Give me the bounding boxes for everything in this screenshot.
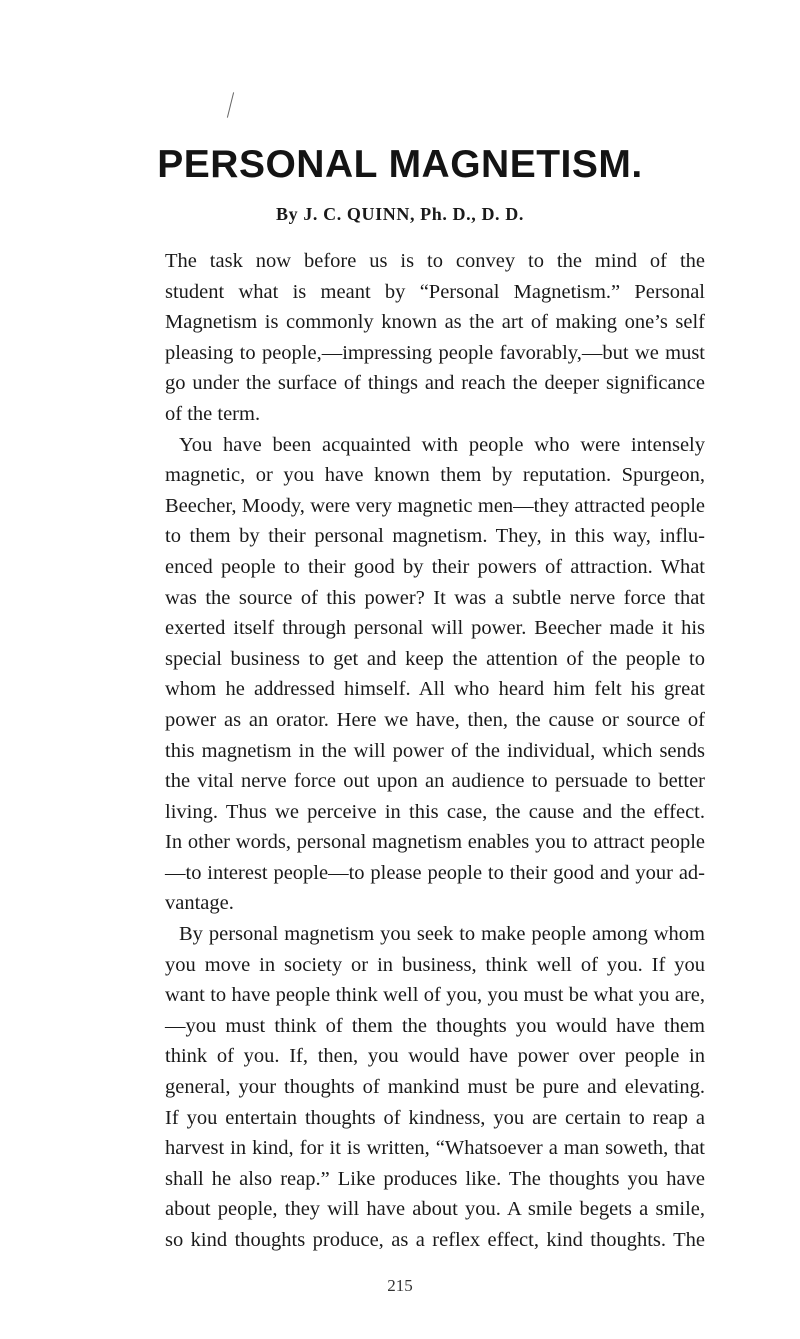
text-line: whom he addressed himself. All who heard him felt his great (165, 678, 705, 701)
text-line: so kind thoughts produce, as a reflex effect, kind thoughts. The (165, 1229, 705, 1251)
text-line: think of you. If, then, you would have power over people in (165, 1045, 705, 1068)
author-byline: By J. C. QUINN, Ph. D., D. D. (276, 204, 524, 224)
text-line: exerted itself through personal will power. Beecher made it his (165, 617, 705, 640)
text-line: want to have people think well of you, you must be what you are, (165, 984, 705, 1007)
text-line: student what is meant by “Personal Magnetism.” Personal (165, 280, 705, 303)
text-line: you move in society or in business, think well of you. If you (165, 953, 705, 976)
text-line: The task now before us is to convey to the mind of the (165, 250, 705, 272)
text-line: enced people to their good by their powers of attraction. What (165, 555, 705, 578)
text-line: harvest in kind, for it is written, “Whatsoever a man soweth, that (165, 1137, 705, 1160)
page-number: 215 (387, 1276, 413, 1295)
text-line: Magnetism is commonly known as the art of making one’s self (165, 311, 705, 334)
text-line: special business to get and keep the attention of the people to (165, 647, 705, 670)
article-body (165, 246, 705, 1256)
text-line: this magnetism in the will power of the individual, which sends (165, 739, 705, 762)
text-line: power as an orator. Here we have, then, the cause or source of (165, 708, 705, 731)
stray-pencil-mark (227, 92, 234, 117)
text-line: the vital nerve force out upon an audience to persuade to better (165, 770, 705, 793)
page-title: PERSONAL MAGNETISM. (157, 143, 643, 186)
text-line: pleasing to people,—impressing people favorably,—but we must (165, 341, 705, 364)
text-line: You have been acquainted with people who were intensely (179, 433, 705, 456)
text-line: to them by their personal magnetism. They, in this way, influ- (165, 525, 705, 548)
text-line: magnetic, or you have known them by reputation. Spurgeon, (165, 464, 705, 487)
text-line: vantage. (165, 892, 234, 915)
text-line: By personal magnetism you seek to make people among whom (179, 923, 705, 946)
text-line: of the term. (165, 402, 261, 425)
text-line: shall he also reap.” Like produces like. The thoughts you have (165, 1167, 705, 1190)
text-line: If you entertain thoughts of kindness, you are certain to reap a (165, 1106, 705, 1129)
text-line: about people, they will have about you. A smile begets a smile, (165, 1198, 705, 1221)
text-line: general, your thoughts of mankind must be pure and elevating. (165, 1076, 705, 1099)
text-line: Beecher, Moody, were very magnetic men—they attracted people (165, 494, 705, 517)
text-line: was the source of this power? It was a subtle nerve force that (165, 586, 705, 609)
text-line: In other words, personal magnetism enables you to attract people (165, 831, 705, 854)
text-line: go under the surface of things and reach the deeper significance (165, 372, 705, 395)
text-line: living. Thus we perceive in this case, the cause and the effect. (165, 800, 705, 823)
text-line: —to interest people—to please people to their good and your ad- (165, 861, 705, 884)
text-line: —you must think of them the thoughts you would have them (165, 1014, 705, 1037)
